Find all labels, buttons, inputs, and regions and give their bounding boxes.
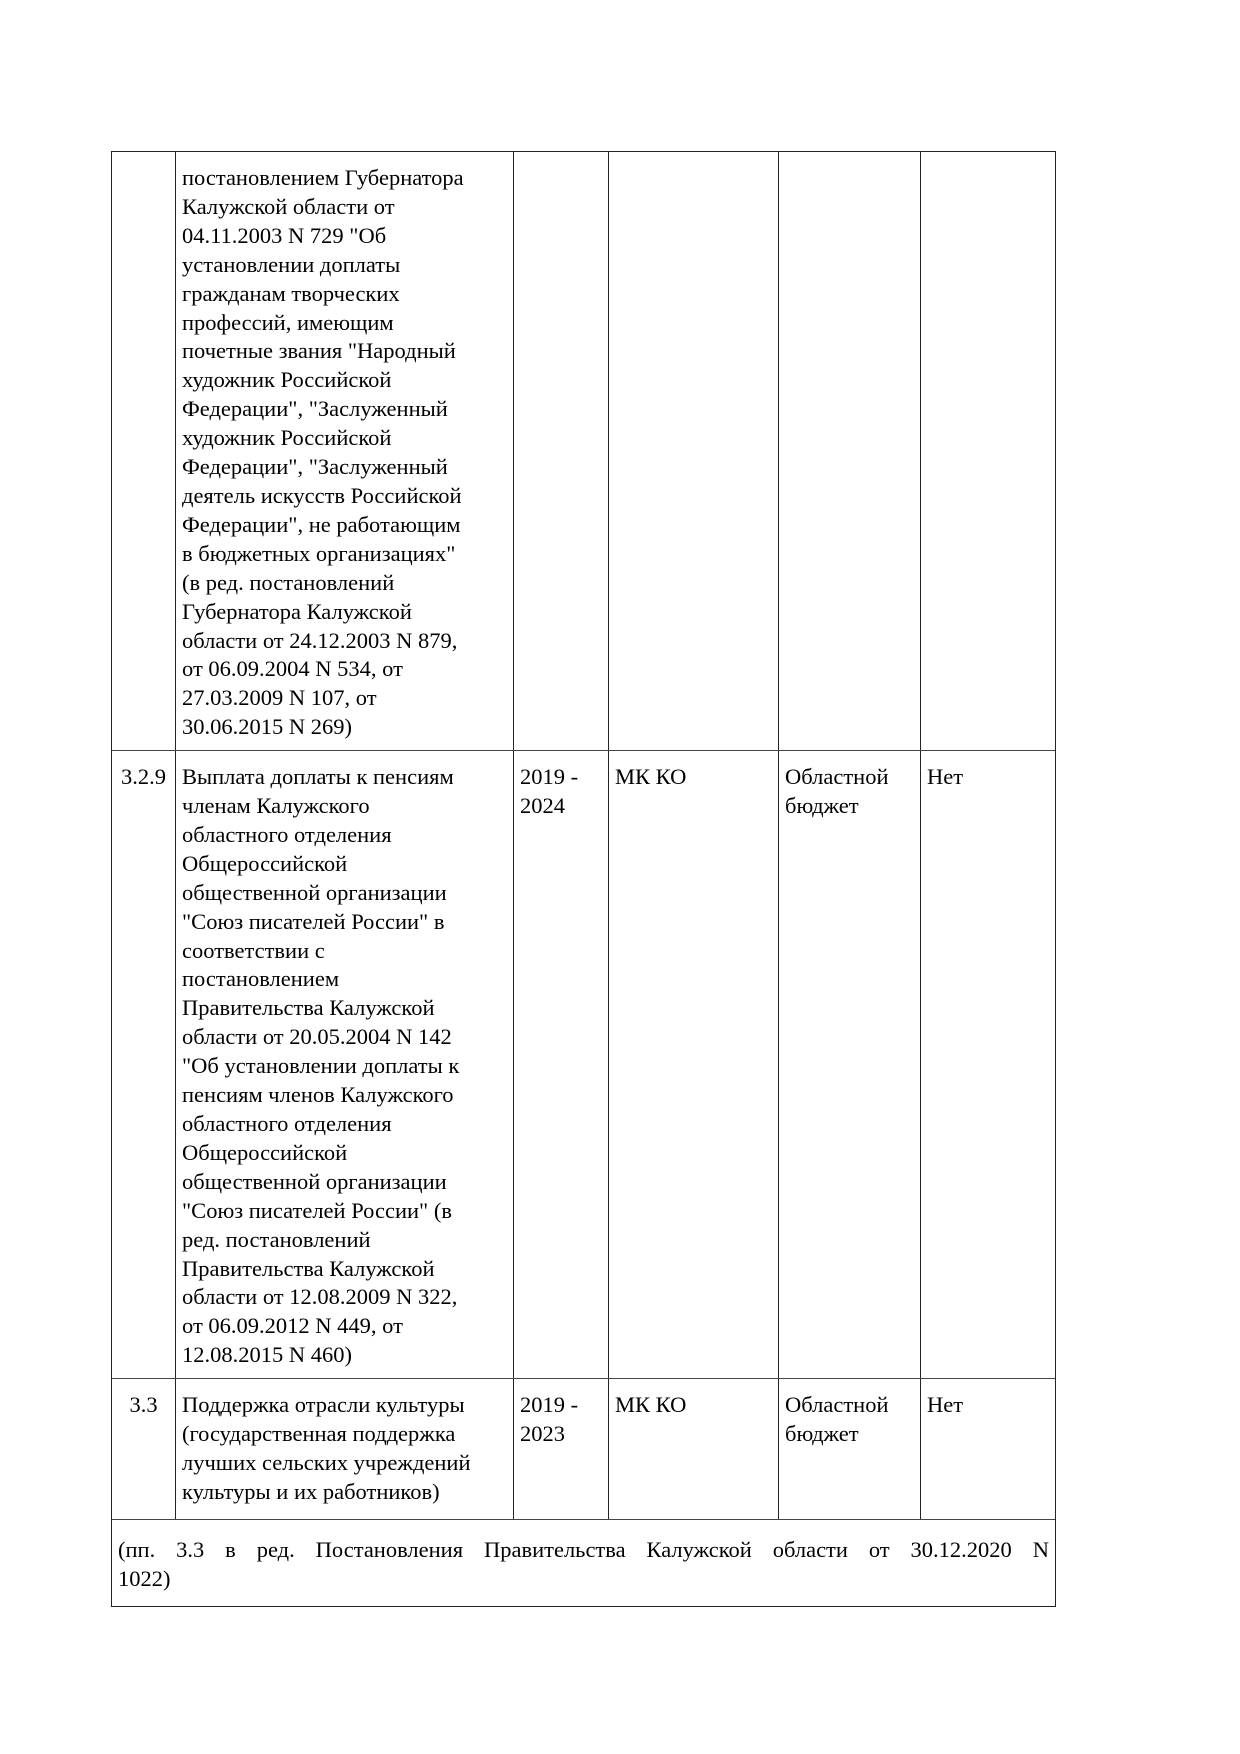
note-row <box>112 1520 1055 1606</box>
description-line: "Об установлении доплаты к <box>182 1053 460 1079</box>
funding-source-line: бюджет <box>785 793 859 819</box>
executor-cell <box>609 1379 779 1519</box>
period-cell <box>514 152 609 750</box>
description-line: Правительства Калужской <box>182 1255 435 1281</box>
description-line: общественной организации <box>182 879 447 905</box>
description-line: Губернатора Калужской <box>182 598 412 624</box>
description-line: почетные звания "Народный <box>182 338 456 364</box>
description-line: "Союз писателей России" в <box>182 908 445 934</box>
note-line-1: (пп. 3.3 в ред. Постановления Правительства Калужской области от 30.12.2020 N <box>118 1536 1049 1562</box>
description-line: Федерации", "Заслуженный <box>182 396 448 422</box>
program-table <box>111 151 1056 1607</box>
description-cell <box>176 751 514 1378</box>
description-line: областного отделения <box>182 1111 392 1136</box>
description-line: соответствии с <box>182 937 325 963</box>
executor-cell <box>609 152 779 750</box>
flag: Нет <box>927 1392 964 1418</box>
description-line: художник Российской <box>182 425 392 451</box>
period-line: 2024 <box>520 793 565 819</box>
funding-source-cell <box>779 152 921 750</box>
description-line: художник Российской <box>182 367 392 393</box>
description-line: области от 12.08.2009 N 322, <box>182 1284 458 1310</box>
flag: Нет <box>927 764 964 790</box>
description-line: Поддержка отрасли культуры <box>182 1392 465 1418</box>
executor-cell <box>609 751 779 1378</box>
table-row <box>112 751 1055 1379</box>
description-line: установлении доплаты <box>182 251 401 277</box>
description-line: областного отделения <box>182 821 392 847</box>
flag-cell <box>921 1379 1055 1519</box>
description-line: Правительства Калужской <box>182 995 435 1021</box>
item-number-cell <box>112 152 176 750</box>
flag-cell <box>921 751 1055 1378</box>
description-line: "Союз писателей России" (в <box>182 1197 452 1223</box>
period-line: 2019 - <box>520 764 579 790</box>
description-line: от 06.09.2012 N 449, от <box>182 1313 403 1339</box>
table-row <box>112 152 1055 751</box>
description-line: 30.06.2015 N 269) <box>182 714 352 740</box>
description-line: (государственная поддержка <box>182 1421 456 1447</box>
description-line: области от 24.12.2003 N 879, <box>182 627 458 653</box>
description-line: ред. постановлений <box>182 1226 371 1252</box>
description-line: Общероссийской <box>182 1139 348 1165</box>
executor: МК КО <box>615 764 687 790</box>
description-line: 04.11.2003 N 729 "Об <box>182 222 387 248</box>
description-line: деятель искусств Российской <box>182 482 462 508</box>
description-line: (в ред. постановлений <box>182 569 395 595</box>
period-line: 2023 <box>520 1421 565 1447</box>
description-line: Федерации", не работающим <box>182 511 461 537</box>
note-line-2: 1022) <box>118 1565 171 1591</box>
item-number-cell <box>112 1379 176 1519</box>
description-line: пенсиям членов Калужского <box>182 1082 454 1108</box>
item-number-cell <box>112 751 176 1378</box>
description-line: в бюджетных организациях" <box>182 540 456 566</box>
funding-source-line: бюджет <box>785 1421 859 1447</box>
description-cell <box>176 1379 514 1519</box>
description-line: профессий, имеющим <box>182 309 394 335</box>
description-line: лучших сельских учреждений <box>182 1449 471 1475</box>
description-line: Калужской области от <box>182 193 395 219</box>
description-line: от 06.09.2004 N 534, от <box>182 656 403 682</box>
description-line: Выплата доплаты к пенсиям <box>182 764 454 790</box>
description-line: общественной организации <box>182 1168 447 1194</box>
period-line: 2019 - <box>520 1392 579 1418</box>
description-line: 12.08.2015 N 460) <box>182 1342 352 1368</box>
period-cell <box>514 751 609 1378</box>
item-number: 3.3 <box>129 1392 158 1418</box>
description-line: области от 20.05.2004 N 142 <box>182 1024 452 1050</box>
description-line: постановлением Губернатора <box>182 165 464 190</box>
description-line: членам Калужского <box>182 793 370 819</box>
table-row <box>112 1379 1055 1520</box>
funding-source-cell <box>779 1379 921 1519</box>
item-number: 3.2.9 <box>121 764 166 790</box>
period-cell <box>514 1379 609 1519</box>
description-line: культуры и их работников) <box>182 1478 440 1504</box>
description-line: Федерации", "Заслуженный <box>182 454 448 480</box>
executor: МК КО <box>615 1392 687 1418</box>
funding-source-line: Областной <box>785 764 889 790</box>
funding-source-line: Областной <box>785 1392 889 1418</box>
funding-source-cell <box>779 751 921 1378</box>
flag-cell <box>921 152 1055 750</box>
description-line: 27.03.2009 N 107, от <box>182 685 377 711</box>
description-line: постановлением <box>182 966 340 992</box>
description-line: Общероссийской <box>182 850 348 876</box>
description-line: гражданам творческих <box>182 280 400 306</box>
amendment-note <box>112 1520 1055 1606</box>
description-cell <box>176 152 514 750</box>
